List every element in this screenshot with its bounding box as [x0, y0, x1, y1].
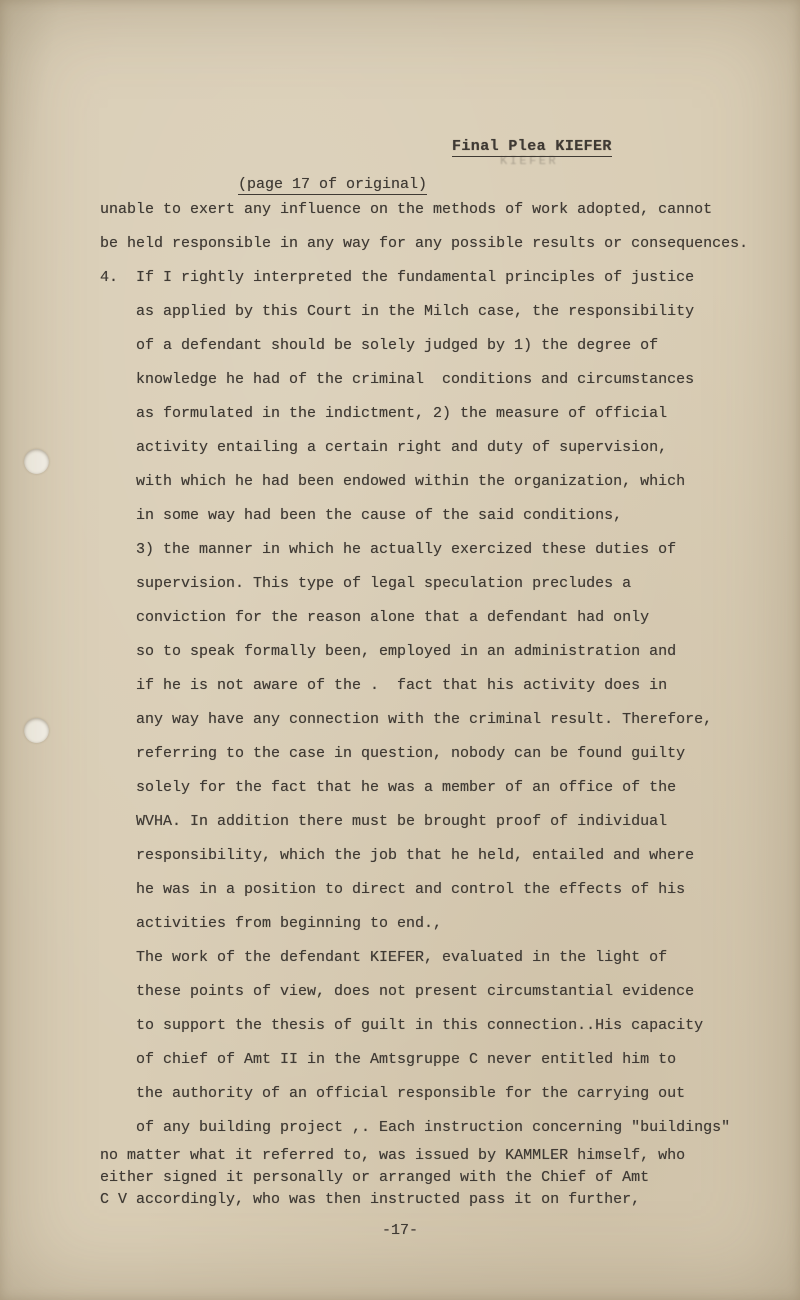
text-line: supervision. This type of legal speculation precludes a — [136, 575, 632, 592]
text-line: The work of the defendant KIEFER, evaluated in the light of — [136, 949, 668, 966]
title-typewriter-smudge: KIEFER — [500, 154, 559, 168]
document-title: Final Plea KIEFER — [452, 138, 612, 155]
text-line: as formulated in the indictment, 2) the measure of official — [136, 405, 668, 422]
text-line: of any building project ,. Each instruction concerning "buildings" — [136, 1119, 731, 1136]
text-line: so to speak formally been, employed in an administration and — [136, 643, 677, 660]
text-line: activities from beginning to end., — [136, 915, 443, 932]
text-line: to support the thesis of guilt in this connection..His capacity — [136, 1017, 704, 1034]
text-line: C V accordingly, who was then instructed pass it on further, — [100, 1191, 641, 1208]
text-line: knowledge he had of the criminal conditions and circumstances — [136, 371, 695, 388]
text-line: conviction for the reason alone that a defendant had only — [136, 609, 650, 626]
text-line: 3) the manner in which he actually exercized these duties of — [136, 541, 677, 558]
text-line: activity entailing a certain right and duty of supervision, — [136, 439, 668, 456]
text-line: as applied by this Court in the Milch case, the responsibility — [136, 303, 695, 320]
text-line: 4. If I rightly interpreted the fundamental principles of justice — [100, 269, 695, 286]
text-line: of a defendant should be solely judged by 1) the degree of — [136, 337, 659, 354]
text-line: either signed it personally or arranged with the Chief of Amt — [100, 1169, 650, 1186]
page-number-footer: -17- — [381, 1222, 418, 1239]
text-line: if he is not aware of the . fact that his activity does in — [136, 677, 668, 694]
text-line: responsibility, which the job that he held, entailed and where — [136, 847, 695, 864]
text-line: unable to exert any influence on the methods of work adopted, cannot — [100, 201, 713, 218]
text-line: solely for the fact that he was a member of an office of the — [136, 779, 677, 796]
text-line: any way have any connection with the criminal result. Therefore, — [136, 711, 713, 728]
text-line: in some way had been the cause of the said conditions, — [136, 507, 623, 524]
text-line: referring to the case in question, nobody can be found guilty — [136, 745, 686, 762]
text-line: no matter what it referred to, was issued by KAMMLER himself, who — [100, 1147, 686, 1164]
text-line: with which he had been endowed within the organization, which — [136, 473, 686, 490]
hole-punch-top — [24, 449, 49, 474]
page-of-original-note: (page 17 of original) — [238, 176, 428, 193]
text-line: WVHA. In addition there must be brought proof of individual — [136, 813, 668, 830]
text-line: be held responsible in any way for any possible results or consequences. — [100, 235, 749, 252]
text-line: the authority of an official responsible for the carrying out — [136, 1085, 686, 1102]
text-line: these points of view, does not present circumstantial evidence — [136, 983, 695, 1000]
hole-punch-bottom — [24, 718, 49, 743]
document-body — [100, 193, 760, 1211]
text-line: he was in a position to direct and control the effects of his — [136, 881, 686, 898]
text-line: of chief of Amt II in the Amtsgruppe C never entitled him to — [136, 1051, 677, 1068]
